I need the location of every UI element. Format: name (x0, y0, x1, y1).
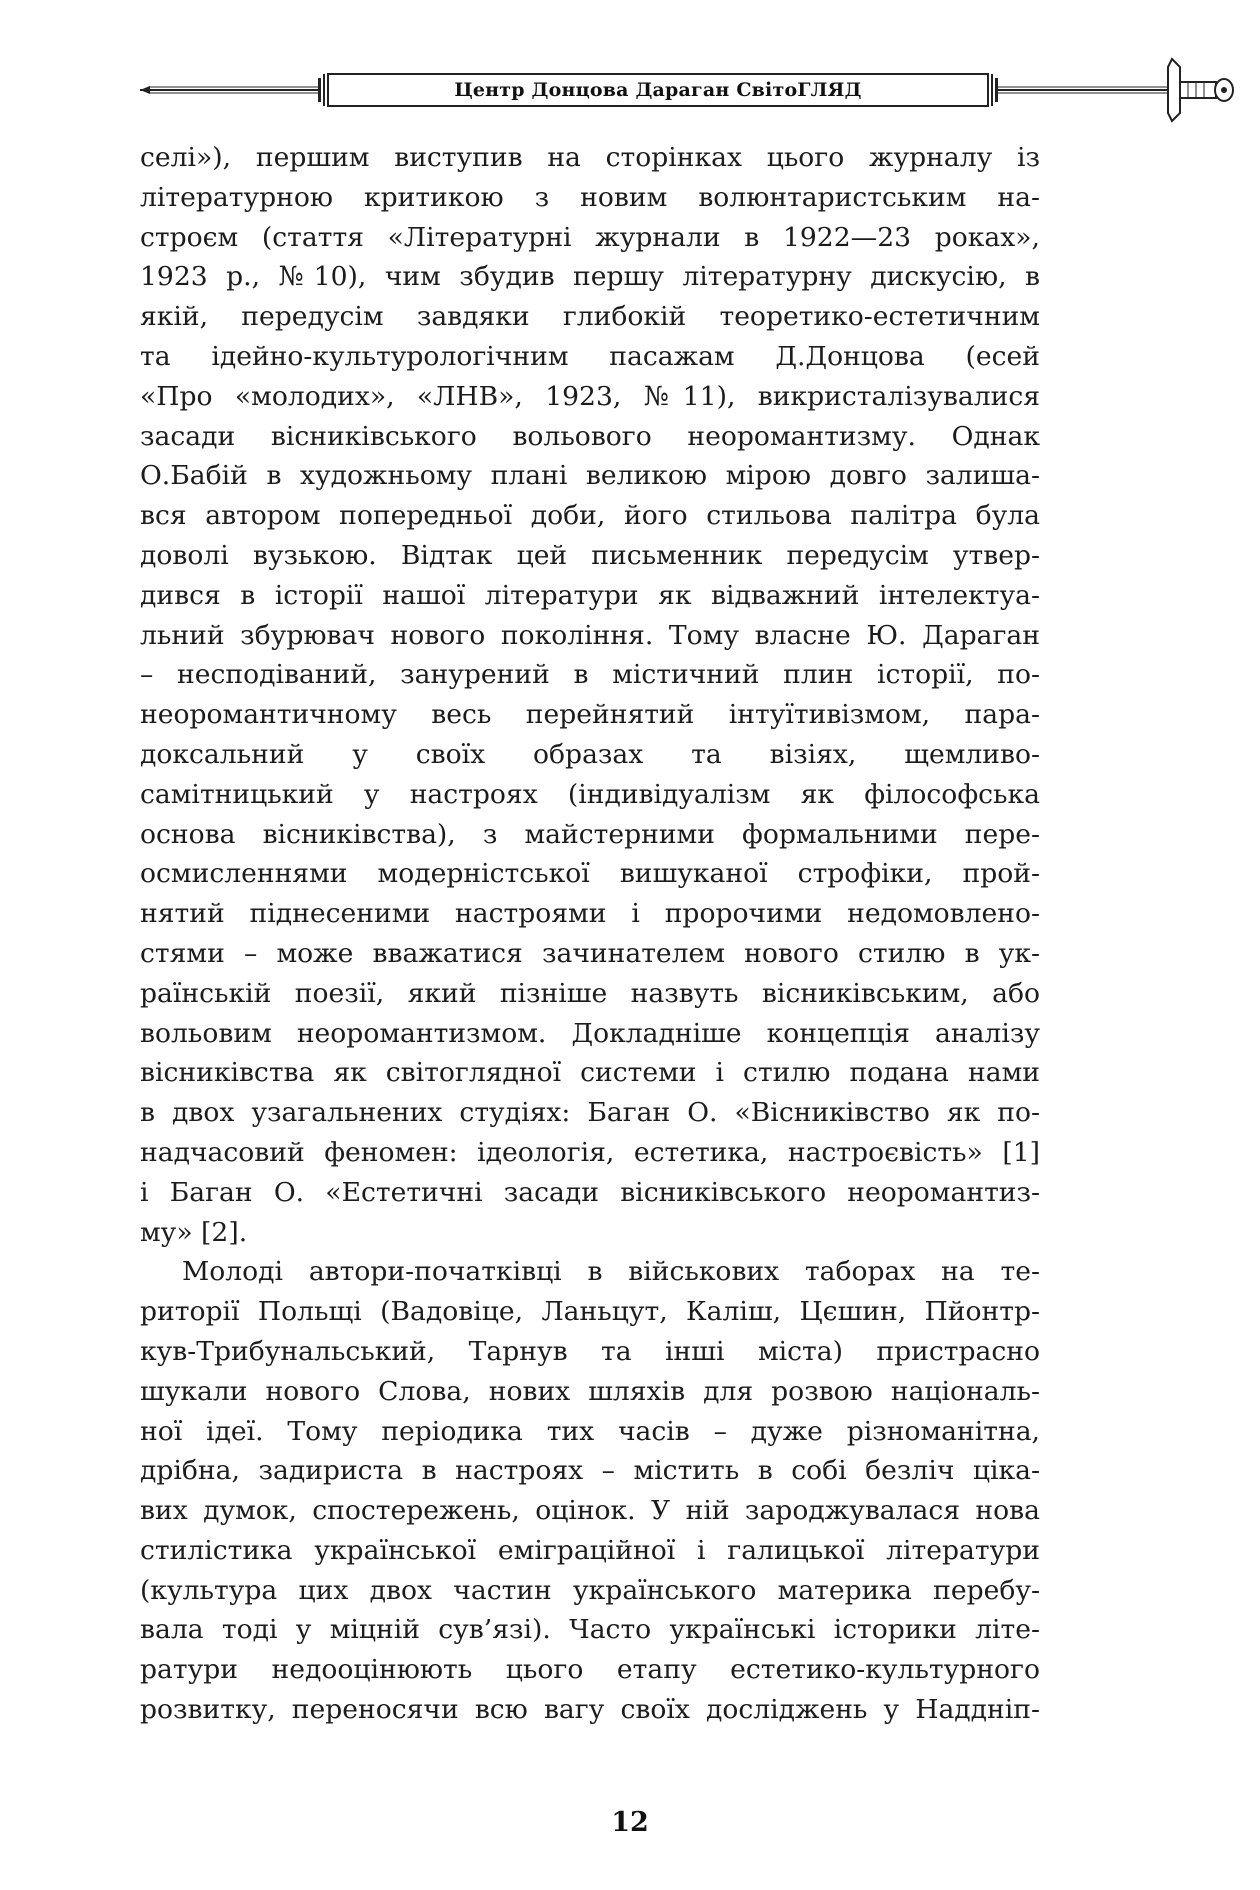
text-line: літературною критикою з новим волюнтаристським на- (140, 181, 1040, 213)
text-line: доволі вузькою. Відтак цей письменник передусім утвер- (140, 539, 1040, 571)
text-line: ної ідеї. Тому періодика тих часів – дуже різноманітна, (140, 1415, 1040, 1447)
text-line: надчасовий феномен: ідеологія, естетика, настроєвість» [1] (140, 1136, 1040, 1168)
text-line: основа вісниківства), з майстерними формальними пере- (140, 818, 1040, 850)
text-line: – несподіваний, занурений в містичний плин історії, по- (140, 659, 1040, 691)
text-line: в двох узагальнених студіях: Баган О. «Вісниківство як по- (140, 1097, 1040, 1129)
text-line: дрібна, задириста в настроях – містить в собі безліч ціка- (140, 1455, 1040, 1487)
text-line: дився в історії нашої літератури як відважний інтелектуа- (140, 579, 1040, 611)
text-line: самітницький у настроях (індивідуалізм як філософська (140, 778, 1040, 810)
text-line: риторії Польщі (Вадовіце, Ланьцут, Каліш, Цєшин, Пйонтр- (140, 1296, 1040, 1328)
text-line: вольовим неоромантизмом. Докладніше концепція аналізу (140, 1017, 1040, 1049)
sword-hilt-icon (1040, 55, 1240, 125)
text-line: Молоді автори-початківці в військових таборах на те- (182, 1256, 1040, 1288)
text-line: льний збурювач нового покоління. Тому власне Ю. Дараган (140, 619, 1040, 651)
text-line: вала тоді у міцній сув’язі). Часто українські історики літе- (140, 1614, 1040, 1646)
paragraph (140, 1252, 1040, 1730)
text-line: стями – може вважатися зачинателем нового стилю в ук- (140, 937, 1040, 969)
text-line: стилістика української еміграційної і галицької літератури (140, 1534, 1040, 1566)
header-title: Центр Донцова Дараган СвітоГЛЯД (454, 79, 862, 101)
text-line: ратури недооцінюють цього етапу естетико-культурного (140, 1654, 1040, 1686)
text-line: і Баган О. «Естетичні засади вісниківського неоромантиз- (140, 1176, 1040, 1208)
text-line: 1923 р., №10), чим збудив першу літературну дискусію, в (140, 261, 1040, 293)
text-line: вих думок, спостережень, оцінок. У ній зароджувалася нова (140, 1495, 1040, 1527)
text-line: «Про «молодих», «ЛНВ», 1923, №11), викристалізувалися (140, 380, 1040, 412)
text-line: строєм (стаття «Літературні журнали в 1922—23 роках», (140, 221, 1040, 253)
running-header (140, 70, 1040, 110)
text-line: шукали нового Слова, нових шляхів для розвою національ- (140, 1375, 1040, 1407)
text-line: неоромантичному весь перейнятий інтуїтивізмом, пара- (140, 699, 1040, 731)
text-line: доксальний у своїх образах та візіях, щемливо- (140, 738, 1040, 770)
text-line: та ідейно-культурологічним пасажам Д.Донцова (есей (140, 340, 1040, 372)
text-line: осмисленнями модерністської вишуканої строфіки, прой- (140, 858, 1040, 890)
text-line: му» [2]. (140, 1216, 248, 1248)
text-line: якій, передусім завдяки глибокій теоретико-естетичним (140, 301, 1040, 333)
paragraph (140, 138, 1040, 1252)
text-line: нятий піднесеними настроями і пророчими недомовлено- (140, 898, 1040, 930)
text-line: розвитку, переносячи всю вагу своїх досліджень у Наддніп- (140, 1694, 1040, 1726)
text-line: вісниківства як світоглядної системи і стилю подана нами (140, 1057, 1040, 1089)
text-line: кув-Трибунальський, Тарнув та інші міста) пристрасно (140, 1335, 1040, 1367)
text-line: (культура цих двох частин українського материка перебу- (140, 1574, 1040, 1606)
text-line: О.Бабій в художньому плані великою мірою довго залиша- (140, 460, 1040, 492)
text-line: вся автором попередньої доби, його стильова палітра була (140, 500, 1040, 532)
page-number: 12 (611, 1807, 649, 1838)
text-line: раїнській поезії, який пізніше назвуть вісниківським, або (140, 977, 1040, 1009)
text-line: засади вісниківського вольового неоромантизму. Однак (140, 420, 1040, 452)
main-text (140, 138, 1040, 1730)
text-line: селі»), першим виступив на сторінках цього журналу із (140, 142, 1040, 173)
